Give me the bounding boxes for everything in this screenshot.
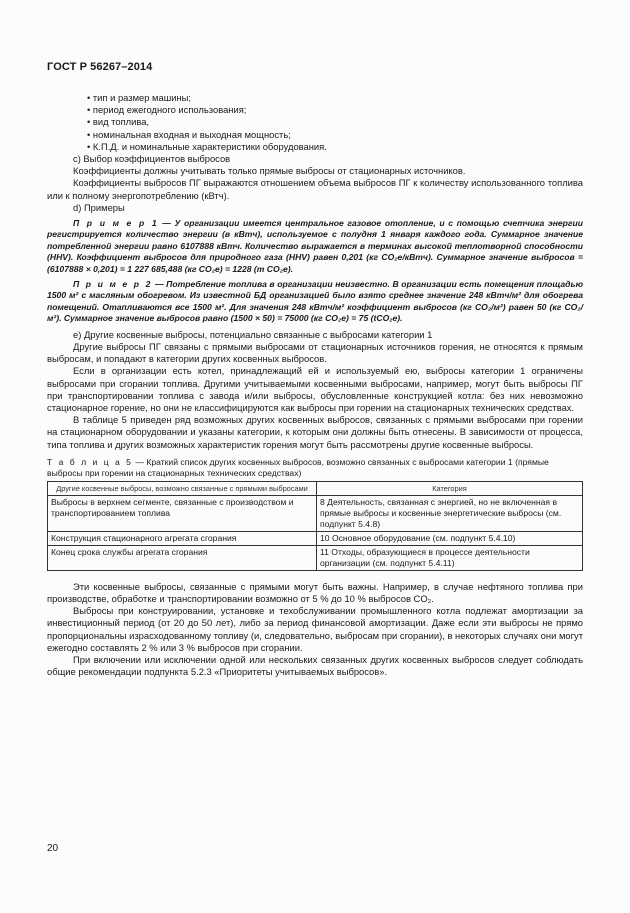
table-header-row xyxy=(48,481,583,495)
document-body xyxy=(47,92,583,678)
list-item: • период ежегодного использования; xyxy=(87,104,583,116)
example-text: — Потребление топлива в организации неизвестно. В организации есть помещения площадью 1500 м² с масляным обогревом. Из известной БД организацией было взято среднее значение 248 кВтч/м² для обогрева помещений. Отапливаются все 1500 м². Для значения 248 кВтч/м² коэффициент выбросов (кг CO₂/м²) равен 50 (кг CO₂/м²). Суммарное значение выбросов равно (1500 × 50) = 75000 (кг CO₂е) = 75 (tCO₂е). xyxy=(47,279,583,324)
paragraph: При включении или исключении одной или нескольких связанных других косвенных выбросов следует соблюдать общие рекомендации подпункта 5.2.3 «Приоритеты учитываемых выбросов». xyxy=(47,653,583,678)
table-cell: 8 Деятельность, связанная с энергией, но не включенная в прямые выбросы и косвенные энергетические выбросы (см. подпункт 5.4.8) xyxy=(317,495,583,531)
section-d-heading: d) Примеры xyxy=(73,201,125,213)
table-cell: Конец срока службы агрегата сгорания xyxy=(48,545,317,570)
table-row xyxy=(48,545,583,570)
table-cell: Выбросы в верхнем сегменте, связанные с производством и транспортированием топлива xyxy=(48,495,317,531)
column-header: Категория xyxy=(317,481,583,495)
paragraph: Выбросы при конструировании, установке и техобслуживании промышленного котла подлежат амортизации за инвестиционный период (от 20 до 50 лет), либо за период финансовой амортизации. Даже если эти выбросы не прямо пропорциональны израсходованному топливу (и, следовательно, выбросам при сгорании), в некоторых случаях они могут ежегодно составлять 2 % или 3 % выбросов при сгорании. xyxy=(47,605,583,653)
table-caption-label: Т а б л и ц а 5 xyxy=(47,456,133,467)
characteristics-list xyxy=(87,92,583,153)
paragraph: В таблице 5 приведен ряд возможных других косвенных выбросов, связанных с прямыми выбросами при горении на стационарном оборудовании и указаны категории, к которым они должны быть отнесены. В зависимости от процесса, типа топлива и других возможных характеристик горения могут быть рассмотрены другие косвенные выбросы. xyxy=(47,414,583,450)
list-item: • К.П.Д. и номинальные характеристики оборудования. xyxy=(87,141,583,153)
paragraph: Коэффициенты выбросов ПГ выражаются отношением объема выбросов ПГ к количеству использованного топлива или к полному энергопотреблению (кВтч). xyxy=(47,177,583,201)
page-number: 20 xyxy=(47,843,59,854)
example-1 xyxy=(47,218,583,275)
list-item: • номинальная входная и выходная мощность; xyxy=(87,129,583,141)
example-text: — У организации имеется центральное газовое отопление, и с помощью счетчика энергии регистрируется количество энергии (в кВтч), используемое с полудня 1 января каждого года. Суммарное значение потребленной энергии равно 6107888 кВтч. Количество выражается в терминах высокой теплотворной способности (HHV). Коэффициент выбросов для природного газа (HHV) равен 0,201 (кг CO₂е/кВтч). Суммарное значение выбросов = (6107888 × 0,201) = 1 227 685,488 (кг CO₂е) = 1228 (т CO₂е). xyxy=(47,218,584,274)
column-header: Другие косвенные выбросы, возможно связанные с прямыми выбросами xyxy=(48,481,317,495)
table-caption-text: — Краткий список других косвенных выбросов, возможно связанных с выбросами категории 1 (прямые выбросы при горении на стационарных технических средствах) xyxy=(47,456,549,478)
paragraph: Если в организации есть котел, принадлежащий ей и используемый ею, выбросы категории 1 ограничены выбросами при сгорании топлива. Другими учитываемыми косвенными выбросами, например, могут быть выбросы ПГ при транспортировании топлива с завода и/или выбросы, обусловленные конструкцией котла: без них невозможно стационарное горение, но они не классифицируются как выбросы при горении на стационарных технических средствах. xyxy=(47,365,583,413)
paragraph: Коэффициенты должны учитывать только прямые выбросы от стационарных источников. xyxy=(73,165,466,177)
table-cell: Конструкция стационарного агрегата сгорания xyxy=(48,531,317,545)
table-row xyxy=(48,531,583,545)
example-label: П р и м е р 2 xyxy=(73,279,153,290)
table-cell: 10 Основное оборудование (см. подпункт 5.4.10) xyxy=(317,531,583,545)
example-label: П р и м е р 1 xyxy=(73,218,159,229)
list-item: • тип и размер машины; xyxy=(87,92,583,104)
table-caption xyxy=(47,457,583,479)
table-row xyxy=(48,495,583,531)
paragraph: Другие выбросы ПГ связаны с прямыми выбросами от стационарных источников горения, не относятся к прямым выбросам, и попадают в категории других косвенных выбросов. xyxy=(47,340,583,365)
document-header: ГОСТ Р 56267–2014 xyxy=(47,61,153,73)
list-item: • вид топлива, xyxy=(87,116,583,128)
section-e-heading: e) Другие косвенные выбросы, потенциально связанные с выбросами категории 1 xyxy=(73,328,433,340)
paragraph: Эти косвенные выбросы, связанные с прямыми могут быть важны. Например, в случае нефтяного топлива при производстве, обработке и транспортировании возможно от 5 % до 10 % выбросов CO₂. xyxy=(47,580,583,604)
table-cell: 11 Отходы, образующиеся в процессе деятельности организации (см. подпункт 5.4.11) xyxy=(317,545,583,570)
example-2 xyxy=(47,279,583,325)
emissions-table xyxy=(47,481,583,571)
section-c-heading: c) Выбор коэффициентов выбросов xyxy=(73,153,231,165)
